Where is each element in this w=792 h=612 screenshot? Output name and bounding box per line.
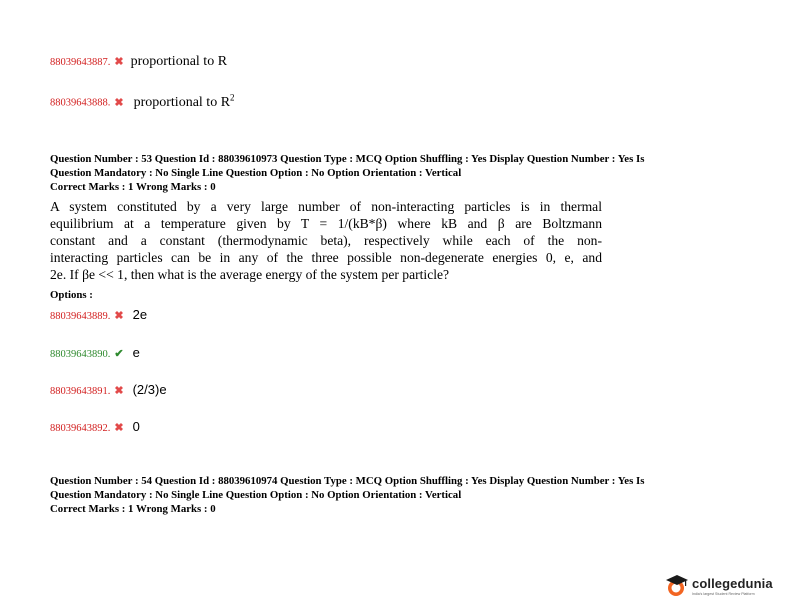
option-row <box>50 306 147 324</box>
option-text: e <box>132 345 140 360</box>
correct-check-icon: ✔ <box>114 348 124 360</box>
question-meta-line: Question Mandatory : No Single Line Question Option : No Option Orientation : Vertical <box>50 489 462 501</box>
marks-line: Correct Marks : 1 Wrong Marks : 0 <box>50 181 216 193</box>
option-id: 88039643892. <box>50 423 111 434</box>
question-meta-line: Question Number : 54 Question Id : 88039610974 Question Type : MCQ Option Shuffling : Yes Display Question Number : Yes Is <box>50 475 645 487</box>
question-text <box>50 198 602 283</box>
option-row <box>50 92 235 111</box>
option-row <box>50 344 140 362</box>
wrong-mark-icon: ✖ <box>114 310 124 322</box>
question-meta-line: Question Mandatory : No Single Line Question Option : No Option Orientation : Vertical <box>50 167 462 179</box>
question-meta <box>50 474 644 516</box>
wrong-mark-icon: ✖ <box>114 385 124 397</box>
option-text: 2e <box>132 307 148 322</box>
collegedunia-logo <box>664 574 773 598</box>
option-text: proportional to R <box>130 54 228 69</box>
question-text-line: 2e. If βe << 1, then what is the average energy of the system per particle? <box>50 267 450 282</box>
option-text: 0 <box>132 419 140 434</box>
question-meta-line: Question Number : 53 Question Id : 88039610973 Question Type : MCQ Option Shuffling : Yes Display Question Number : Yes Is <box>50 153 645 165</box>
wrong-mark-icon: ✖ <box>114 96 124 109</box>
option-id: 88039643888. <box>50 97 111 109</box>
option-id: 88039643891. <box>50 386 111 397</box>
wrong-mark-icon: ✖ <box>114 56 124 68</box>
graduation-cap-icon <box>664 574 690 598</box>
question-text-line: interacting particles can be in any of the three possible non-degenerate energies 0, e, and <box>50 250 602 265</box>
question-meta <box>50 152 644 194</box>
question-text-line: A system constituted by a very large number of non-interacting particles is in thermal <box>50 199 602 214</box>
options-label: Options : <box>50 289 93 301</box>
option-text: proportional to $R^2$ <box>133 92 235 110</box>
question-text-line: constant and a constant (thermodynamic beta), respectively while each of the non- <box>50 233 602 248</box>
logo-name: collegedunia <box>692 576 773 591</box>
option-row <box>50 52 227 70</box>
option-id: 88039643890. <box>50 349 111 360</box>
option-text: (2/3)e <box>132 382 167 397</box>
marks-line: Correct Marks : 1 Wrong Marks : 0 <box>50 503 216 515</box>
option-row <box>50 381 167 399</box>
wrong-mark-icon: ✖ <box>114 422 124 434</box>
option-row <box>50 418 140 436</box>
option-id: 88039643887. <box>50 57 111 68</box>
logo-tagline: India's largest Student Review Platform <box>692 592 755 596</box>
question-text-line: equilibrium at a temperature given by T = 1/(kB*β) where kB and β are Boltzmann <box>50 216 602 231</box>
option-id: 88039643889. <box>50 311 111 322</box>
